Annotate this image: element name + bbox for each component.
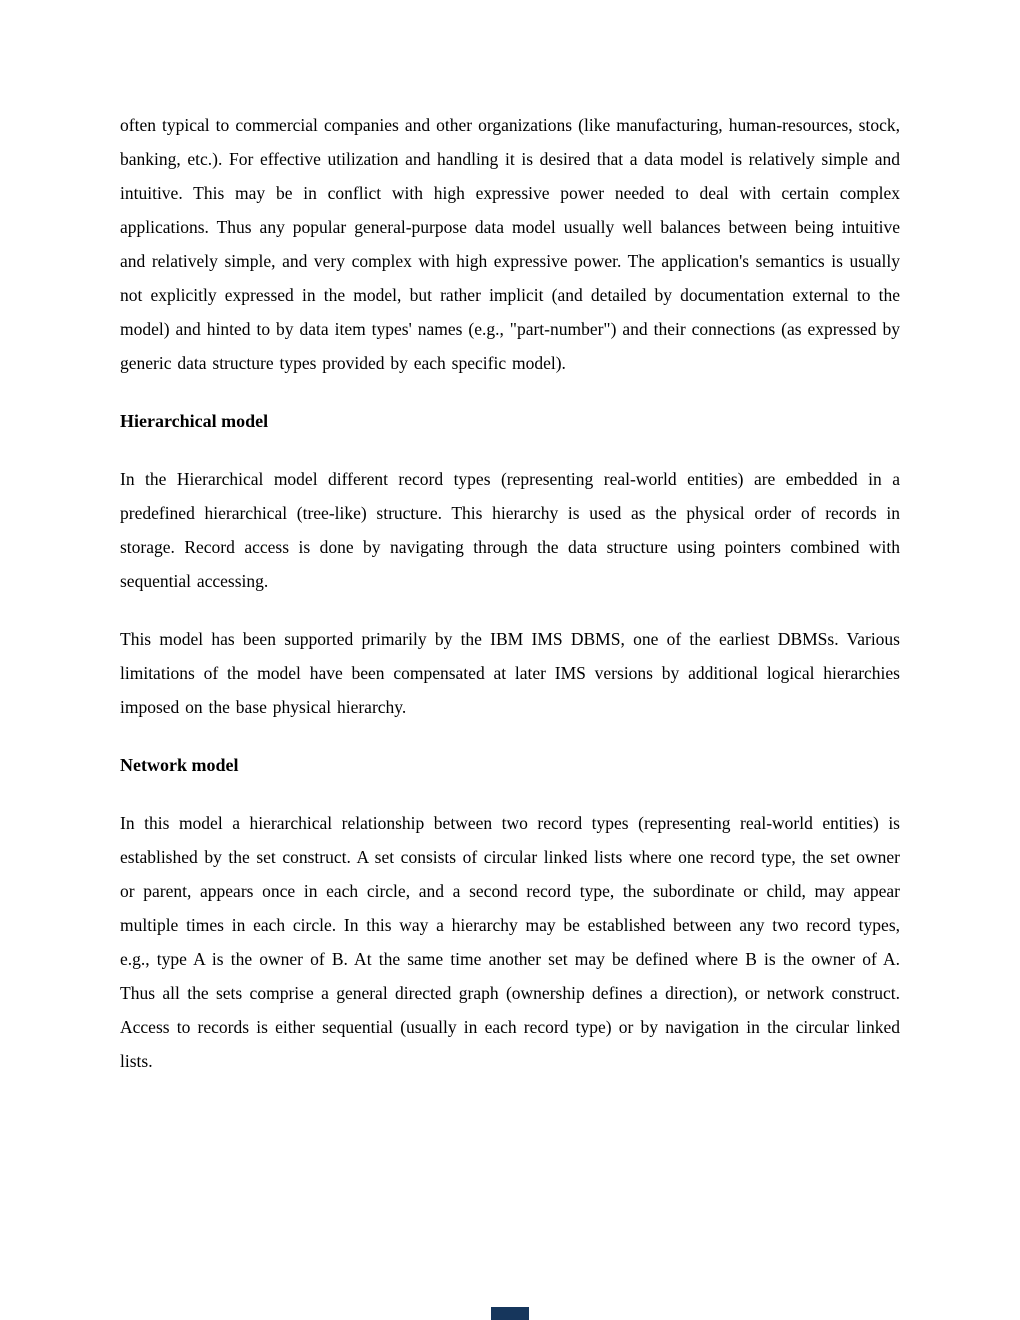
- paragraph-data-model-intro: often typical to commercial companies and other organizations (like manufacturing, human-resources, stock, banking, etc.). For effective utilization and handling it is desired that a data model is relatively simple and intuitive. This may be in conflict with high expressive power needed to deal with certain complex applications. Thus any popular general-purpose data model usually well balances between being intuitive and relatively simple, and very complex with high expressive power. The application's semantics is usually not explicitly expressed in the model, but rather implicit (and detailed by documentation external to the model) and hinted to by data item types' names (e.g., "part-number") and their connections (as expressed by generic data structure types provided by each specific model).: [120, 115, 900, 373]
- heading-hierarchical-model: Hierarchical model: [120, 411, 269, 431]
- paragraph-network-description: In this model a hierarchical relationship between two record types (representing real-world entities) is established by the set construct. A set consists of circular linked lists where one record type, the set owner or parent, appears once in each circle, and a second record type, the subordinate or child, may appear multiple times in each circle. In this way a hierarchy may be established between any two record types, e.g., type A is the owner of B. At the same time another set may be defined where B is the owner of A. Thus all the sets comprise a general directed graph (ownership defines a direction), or network construct. Access to records is either sequential (usually in each record type) or by navigation in the circular linked lists.: [120, 813, 900, 1071]
- paragraph-hierarchical-description: In the Hierarchical model different record types (representing real-world entities) are embedded in a predefined hierarchical (tree-like) structure. This hierarchy is used as the physical order of records in storage. Record access is done by navigating through the data structure using pointers combined with sequential accessing.: [120, 469, 900, 591]
- paragraph-ibm-ims: This model has been supported primarily by the IBM IMS DBMS, one of the earliest DBMSs. Various limitations of the model have been compensated at later IMS versions by additional logical hierarchies imposed on the base physical hierarchy.: [120, 629, 900, 717]
- page-footer-mark: [491, 1307, 529, 1320]
- document-content: [120, 108, 900, 1102]
- heading-network-model: Network model: [120, 755, 239, 775]
